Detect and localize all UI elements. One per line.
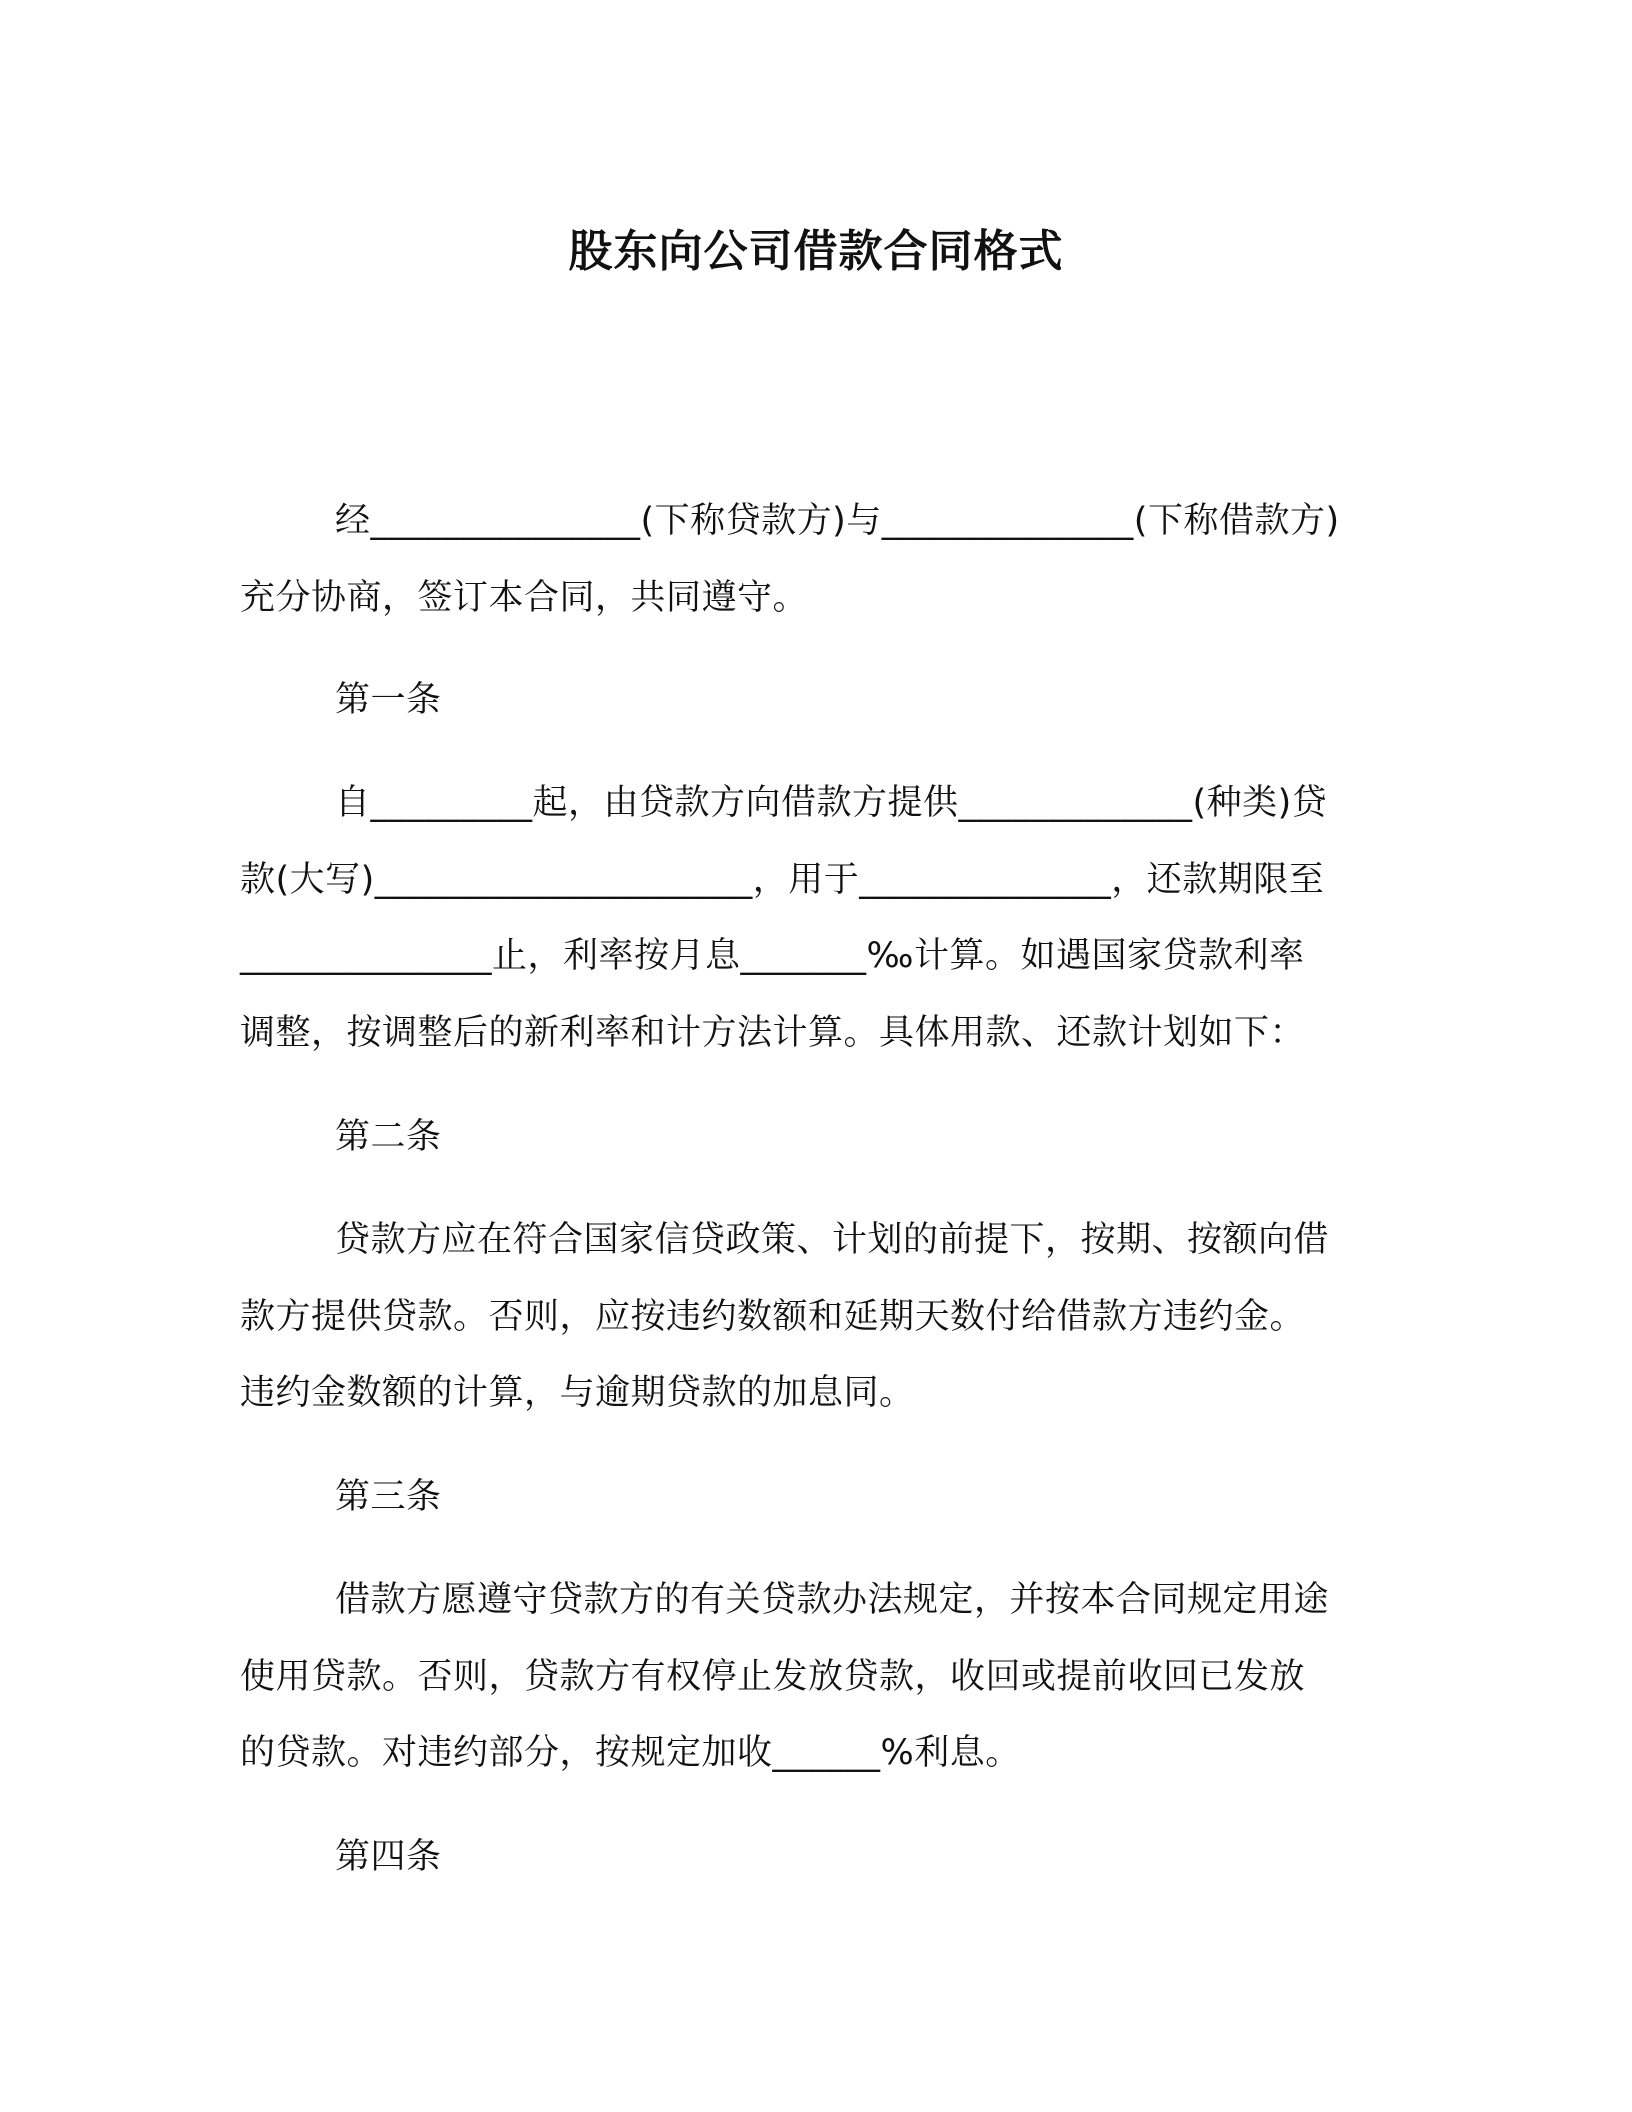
- intro-line-2: 充分协商，签订本合同，共同遵守。: [240, 578, 809, 618]
- article-1-line-1: 自_________起，由贷款方向借款方提供_____________(种类)贷: [335, 783, 1328, 823]
- document-title: 股东向公司借款合同格式: [568, 226, 1064, 277]
- article-3-heading: 第三条: [335, 1477, 442, 1517]
- article-2-line-3: 违约金数额的计算，与逾期贷款的加息同。: [240, 1373, 915, 1413]
- article-2-heading: 第二条: [335, 1117, 442, 1157]
- article-2-line-1: 贷款方应在符合国家信贷政策、计划的前提下，按期、按额向借: [335, 1220, 1330, 1260]
- article-4-heading: 第四条: [335, 1837, 442, 1877]
- article-3-line-2: 使用贷款。否则，贷款方有权停止发放贷款，收回或提前收回已发放: [240, 1657, 1306, 1697]
- article-1-line-3: ______________止，利率按月息_______‰计算。如遇国家贷款利率: [240, 936, 1305, 976]
- article-3-line-1: 借款方愿遵守贷款方的有关贷款办法规定，并按本合同规定用途: [335, 1580, 1330, 1620]
- article-1-line-2: 款(大写)_____________________，用于______________，还款期限至: [240, 860, 1325, 900]
- article-2-line-2: 款方提供贷款。否则，应按违约数额和延期天数付给借款方违约金。: [240, 1297, 1306, 1337]
- intro-line-1: 经_______________(下称贷款方)与______________(下称借款方): [335, 501, 1340, 541]
- article-1-line-4: 调整，按调整后的新利率和计方法计算。具体用款、还款计划如下：: [240, 1013, 1306, 1053]
- article-3-line-3: 的贷款。对违约部分，按规定加收______%利息。: [240, 1733, 1021, 1773]
- article-1-heading: 第一条: [335, 680, 442, 720]
